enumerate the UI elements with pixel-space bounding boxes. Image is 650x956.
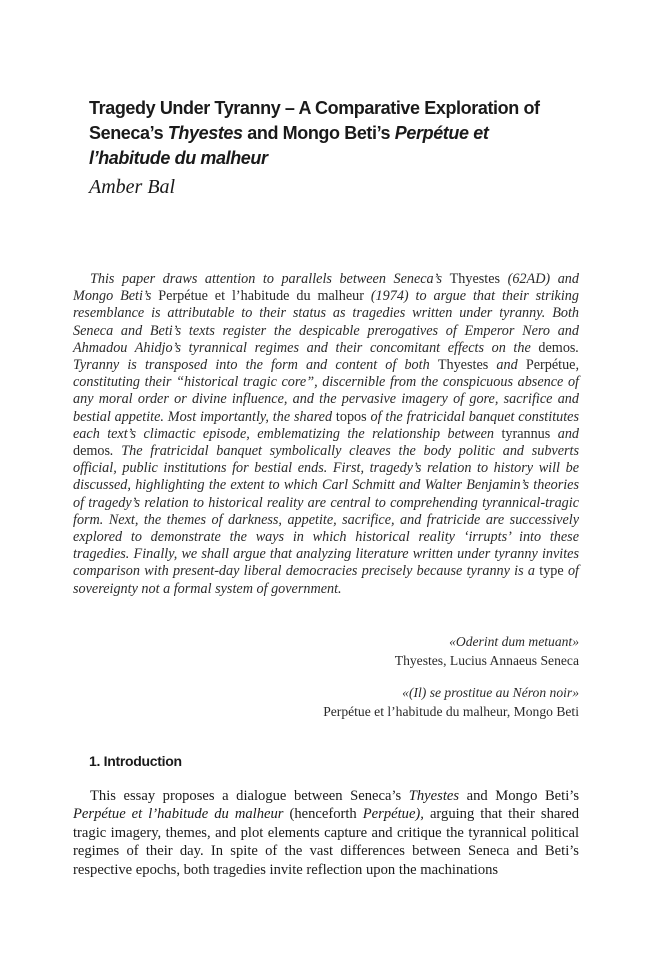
body-work-title: Perpétue et l’habitude du malheur [73, 806, 284, 823]
title-text-part: and Mongo Beti’s [242, 123, 395, 143]
abstract-term: type [539, 563, 564, 580]
body-text: and Mongo Beti’s [459, 788, 579, 804]
epigraph-quote: «(Il) se prostitue au Néron noir» [402, 685, 579, 700]
abstract-text: , constituting their “historical tragic core”, discernible from the conspicuous absence of any moral order or divine influence, and the pervasive imagery of gore, sacrifice and bestial appetite. Most importantly, the shared [73, 357, 580, 425]
abstract-text: of the fratricidal banquet constitutes each text’s climactic episode, emblematizing the relationship between [73, 408, 579, 442]
body-text: (henceforth [283, 806, 363, 823]
abstract-term: demos [73, 443, 111, 460]
title-thyestes: Thyestes [167, 123, 243, 143]
abstract-term: demos [538, 339, 576, 356]
abstract-term: topos [335, 408, 367, 425]
abstract-work-title: Perpétue et l’habitude du malheur [158, 288, 364, 305]
author-name: Amber Bal [89, 176, 176, 198]
abstract-text: . Tyranny is transposed into the form and content of both [73, 339, 579, 374]
epigraph-source: Thyestes, Lucius Annaeus Seneca [394, 653, 579, 668]
abstract-text: and [550, 425, 580, 442]
abstract-text: of sovereignty not a formal system of government. [73, 563, 579, 597]
abstract-text: . The fratricidal banquet symbolically cleaves the body politic and subverts official, public institutions for bestial ends. First, tragedy’s relation to history will be discussed, highlighting the extent to which Carl Schmitt and Walter Benjamin’s theories of tragedy’s relation to historical reality are central to comprehending tyrannical-tragic form. Next, the themes of darkness, appetite, sacrifice, and fratricide are successively explored to demonstrate the ways in which historical reality ‘irrupts’ into these tragedies. Finally, we shall argue that analyzing literature written under tyranny invites comparison with present-day liberal democracies precisely because tyranny is a [73, 443, 579, 580]
section-heading: 1. Introduction [89, 753, 182, 769]
body-work-title: Thyestes [408, 788, 460, 804]
abstract-text: This paper draws attention to parallels between Seneca’s [90, 271, 450, 287]
abstract-text: (62AD) and Mongo Beti’s [73, 271, 579, 305]
body-text: arguing that their shared tragic imagery, themes, and plot elements capture and critique the tyrannical political regimes of their day. In spite of the vast differences between Seneca and Beti’s respective epochs, both tragedies invite reflection upon the machinations [73, 806, 579, 878]
abstract-text: and [488, 357, 526, 374]
abstract-text: (1974) to argue that their striking resemblance is attributable to their status as tragedies written under tyranny. Both Seneca and Beti’s texts register the despicable prerogatives of Emperor Nero and Ahmadou Ahidjo’s tyrannical regimes and their concomitant effects on the [73, 288, 579, 356]
body-paragraph [73, 787, 579, 879]
epigraph-spacer [323, 670, 579, 683]
title-perpetue: Perpétue et l’habitude du malheur [89, 123, 489, 168]
body-work-title: Perpétue), [362, 806, 424, 823]
abstract-work-title: Thyestes [449, 271, 501, 287]
body-text: This essay proposes a dialogue between Seneca’s [90, 788, 409, 804]
abstract-term: tyrannus [501, 425, 551, 442]
epigraph-quote: «Oderint dum metuant» [449, 634, 579, 649]
epigraph-source: Perpétue et l’habitude du malheur, Mongo Beti [323, 704, 579, 719]
title-text-part: Tragedy Under Tyranny – A Comparative Exploration of Seneca’s [89, 98, 540, 143]
epigraphs [323, 632, 579, 721]
article-title [89, 96, 569, 171]
abstract [73, 271, 579, 598]
abstract-work-title: Perpétue [525, 357, 576, 374]
abstract-work-title: Thyestes [437, 357, 489, 374]
